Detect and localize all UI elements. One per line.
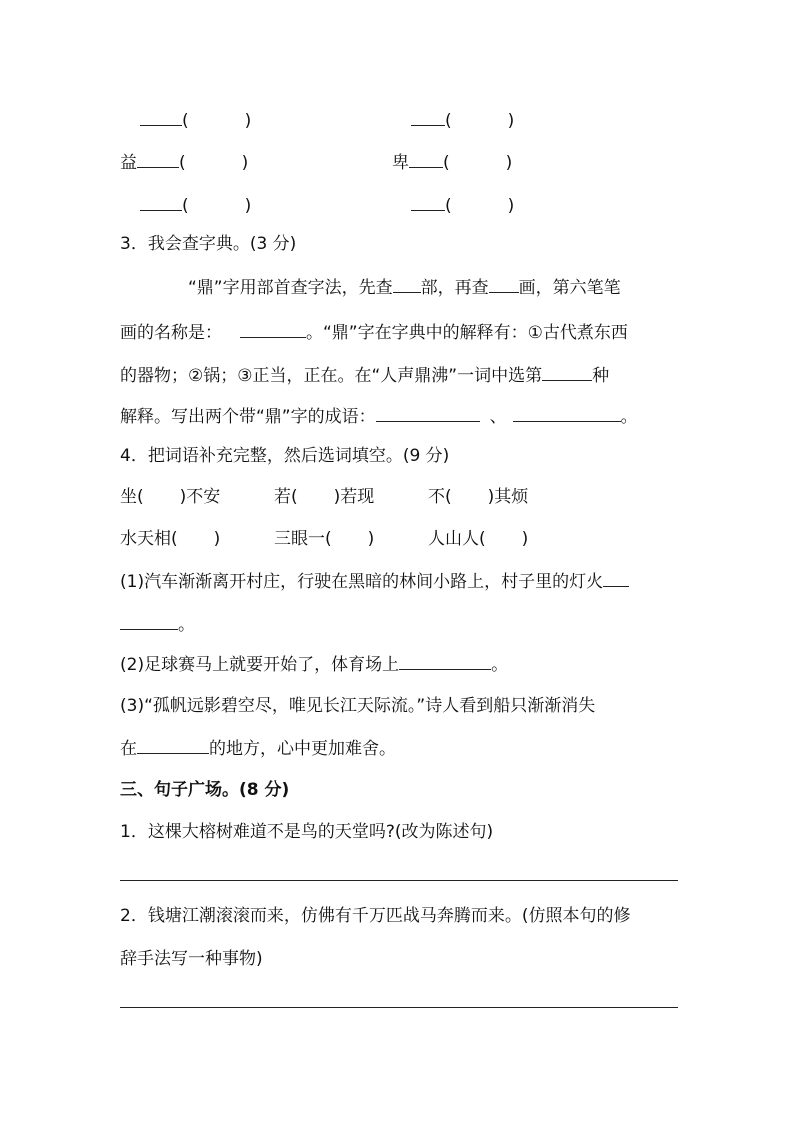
q4-sentence-1-cont: 。 <box>120 612 682 637</box>
answer-blank[interactable] <box>411 108 445 126</box>
answer-blank[interactable] <box>411 193 445 211</box>
char-bei: 卑 <box>392 153 409 173</box>
q3-line-4: 解释。写出两个带“鼎”字的成语： 、 。 <box>120 404 682 429</box>
section-3-q2: 2．钱塘江潮滚滚而来，仿佛有千万匹战马奔腾而来。(仿照本句的修 <box>120 906 631 926</box>
stroke-count-blank[interactable] <box>489 275 519 293</box>
sentence-2-blank[interactable] <box>399 652 491 670</box>
idiom-item: 三眼一( ) <box>274 529 375 549</box>
idiom-blank-2[interactable] <box>513 404 621 422</box>
blank-row-3-left: ( ) <box>140 193 251 218</box>
idiom-blank-1[interactable] <box>376 404 480 422</box>
q3-line-1: “鼎”字用部首查字法，先查 部，再查 画，第六笔笔 <box>188 275 682 300</box>
blank-row-3-right: ( ) <box>411 193 514 218</box>
char-yi: 益 <box>120 153 137 173</box>
section-3-q2-cont: 辞手法写一种事物) <box>120 949 263 969</box>
q4-sentence-2: (2)足球赛马上就要开始了，体育场上 。 <box>120 652 682 677</box>
meaning-choice-blank[interactable] <box>542 363 592 381</box>
q3-line-3: 的器物；②锅；③正当，正在。在“人声鼎沸”一词中选第 种 <box>120 363 682 388</box>
answer-blank[interactable] <box>409 150 443 168</box>
radical-blank[interactable] <box>393 275 421 293</box>
q3-heading: 3．我会查字典。(3 分) <box>120 234 297 254</box>
q4-heading: 4．把词语补充完整，然后选词填空。(9 分) <box>120 446 450 466</box>
sentence-1-blank-b[interactable] <box>120 612 178 630</box>
answer-blank[interactable] <box>140 193 182 211</box>
sentence-3-blank[interactable] <box>137 736 209 754</box>
answer-blank[interactable] <box>140 108 182 126</box>
section-3-heading: 三、句子广场。(8 分) <box>120 780 290 800</box>
q4-sentence-3: (3)“孤帆远影碧空尽，唯见长江天际流。”诗人看到船只渐渐消失 <box>120 696 596 716</box>
section-3-q1: 1．这棵大榕树难道不是鸟的天堂吗?(改为陈述句) <box>120 822 494 842</box>
blank-row-1-left: ( ) <box>140 108 251 133</box>
blank-row-1-right: ( ) <box>411 108 514 133</box>
idiom-item: 若( )若现 <box>274 487 375 507</box>
q3-line-2: 画的名称是： 。“鼎”字在字典中的解释有：①古代煮东西 <box>120 320 682 345</box>
idiom-item: 不( )其烦 <box>428 487 529 507</box>
q4-sentence-1: (1)汽车渐渐离开村庄，行驶在黑暗的林间小路上，村子里的灯火 <box>120 569 682 594</box>
idiom-item: 坐( )不安 <box>120 487 221 507</box>
idiom-item: 人山人( ) <box>428 529 529 549</box>
sentence-1-blank-a[interactable] <box>603 569 629 587</box>
blank-row-2-left: 益 ( ) <box>120 150 248 175</box>
answer-blank[interactable] <box>137 150 179 168</box>
q4-sentence-3-cont: 在 的地方，心中更加难舍。 <box>120 736 682 761</box>
stroke-name-blank[interactable] <box>240 320 306 338</box>
answer-line-q1[interactable] <box>120 880 678 881</box>
idiom-item: 水天相( ) <box>120 529 221 549</box>
answer-line-q2[interactable] <box>120 1007 678 1008</box>
blank-row-2-right: 卑 ( ) <box>392 150 512 175</box>
